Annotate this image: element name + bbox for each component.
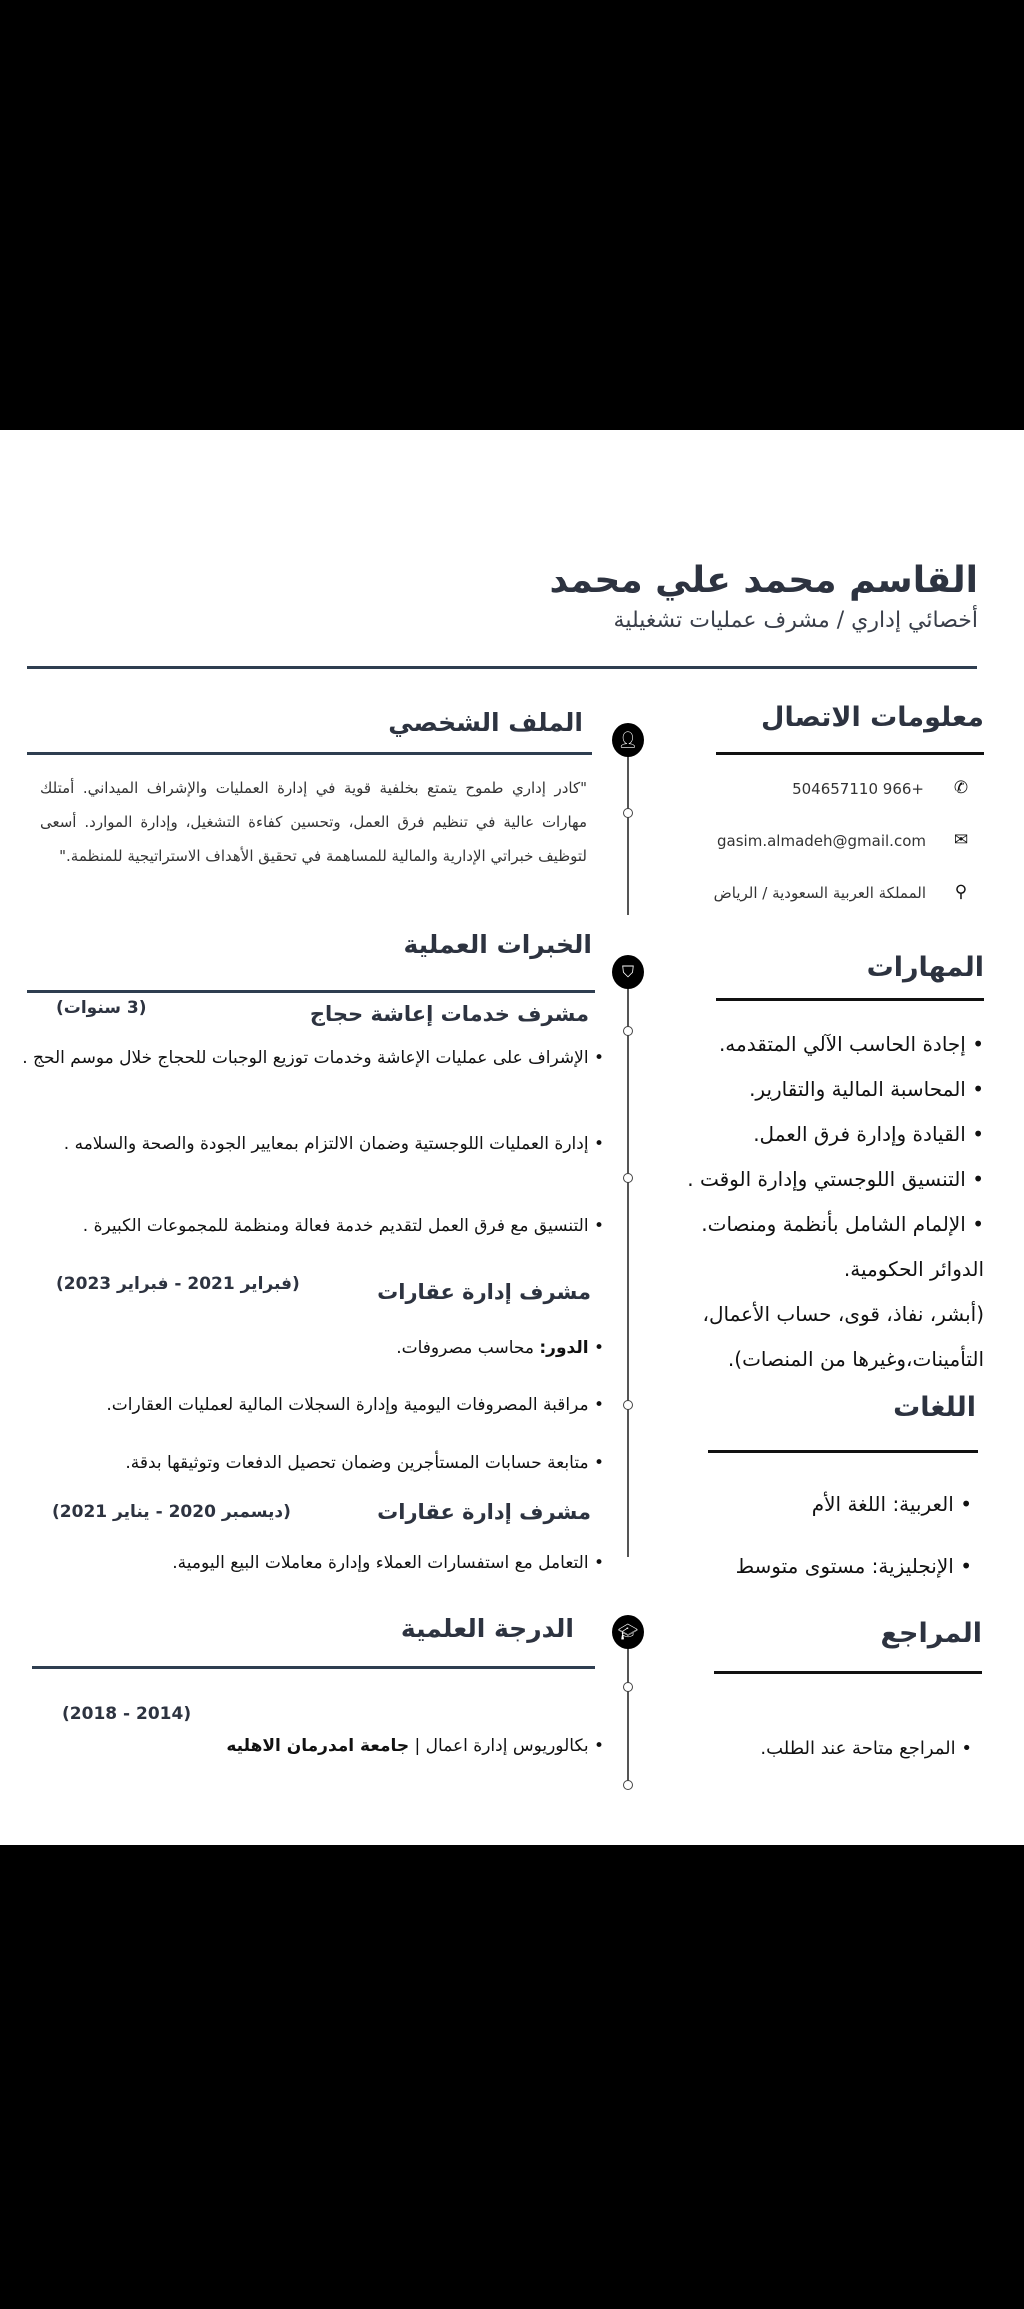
skills-heading: المهارات [866, 952, 984, 983]
phone-icon: ✆ [953, 778, 969, 798]
skill-item: • المحاسبة المالية والتقارير. [749, 1077, 984, 1101]
profile-underline [27, 752, 592, 755]
job-title: مشرف خدمات إعاشة حجاج [309, 1002, 589, 1026]
skill-item: الدوائر الحكومية. [843, 1257, 984, 1281]
job-bullet: • الإشراف على عمليات الإعاشة وخدمات توزيع الوجبات للحجاج خلال موسم الحج . [22, 1048, 604, 1068]
email-text: gasim.almadeh@gmail.com [717, 832, 926, 850]
experience-underline [27, 990, 595, 993]
skill-item: (أبشر، نفاذ، قوى، حساب الأعمال، [702, 1302, 984, 1326]
experience-heading: الخبرات العملية [403, 930, 592, 959]
timeline-line [627, 1632, 629, 1785]
timeline-line [627, 740, 629, 915]
graduation-cap-icon: 🎓︎ [612, 1615, 644, 1649]
skill-item: • التنسيق اللوجستي وإدارة الوقت . [687, 1167, 984, 1191]
contact-underline [716, 752, 984, 755]
job-date: (ديسمبر 2020 - يناير 2021) [52, 1502, 291, 1522]
reference-item: • المراجع متاحة عند الطلب. [760, 1738, 972, 1759]
skill-item: • القيادة وإدارة فرق العمل. [753, 1122, 984, 1146]
map-pin-icon: ⚲ [954, 882, 968, 902]
timeline-dot [623, 808, 633, 818]
candidate-title: أخصائي إداري / مشرف عمليات تشغيلية [613, 608, 978, 633]
skills-list [687, 1022, 984, 1382]
timeline-dot [623, 1780, 633, 1790]
mail-icon: ✉ [953, 830, 969, 850]
skill-item: • إجادة الحاسب الآلي المتقدمه. [718, 1032, 984, 1056]
job-bullet: • مراقبة المصروفات اليومية وإدارة السجلات المالية لعمليات العقارات. [106, 1395, 604, 1415]
job-bullet: • التعامل مع استفسارات العملاء وإدارة معاملات البيع اليومية. [172, 1553, 604, 1573]
user-icon: 👤︎ [612, 723, 644, 757]
job-title: مشرف إدارة عقارات [377, 1280, 591, 1304]
job-date: (فبراير 2021 - فبراير 2023) [56, 1274, 300, 1294]
location-text: المملكة العربية السعودية / الرياض [713, 884, 926, 902]
university: جامعة امدرمان الاهليه [226, 1736, 410, 1756]
job-role: • الدور: محاسب مصروفات. [396, 1338, 604, 1358]
skills-underline [716, 998, 984, 1001]
timeline-dot [623, 1400, 633, 1410]
profile-heading: الملف الشخصي [388, 708, 583, 737]
job-bullet: • متابعة حسابات المستأجرين وضمان تحصيل الدفعات وتوثيقها بدقة. [125, 1453, 604, 1473]
timeline-dot [623, 1173, 633, 1183]
contact-heading: معلومات الاتصال [761, 702, 984, 733]
job-date: (3 سنوات) [56, 998, 147, 1018]
education-date: (2014 - 2018) [62, 1704, 192, 1724]
timeline-dot [623, 1026, 633, 1036]
candidate-name: القاسم محمد علي محمد [549, 560, 978, 601]
briefcase-icon: ⛉ [612, 955, 644, 989]
timeline-dot [623, 1682, 633, 1692]
header-divider [27, 666, 977, 669]
skill-item: • الإلمام الشامل بأنظمة ومنصات. [701, 1212, 984, 1236]
role-value: محاسب مصروفات. [396, 1338, 540, 1358]
skill-item: التأمينات،وغيرها من المنصات). [727, 1347, 984, 1371]
references-heading: المراجع [880, 1618, 982, 1649]
language-item: • الإنجليزية: مستوى متوسط [735, 1554, 972, 1578]
education-underline [32, 1666, 595, 1669]
role-label: الدور: [539, 1338, 589, 1358]
references-underline [714, 1671, 982, 1674]
resume-page [0, 430, 1024, 1845]
profile-text: "كادر إداري طموح يتمتع بخلفية قوية في إدارة العمليات والإشراف الميداني. أمتلك مهارات عالية في تنظيم فرق العمل، وتحسين كفاءة التشغيل، وإدارة الموارد. أسعى لتوظيف خبراتي الإدارية والمالية للمساهمة في تحقيق الأهداف الاستراتيجية للمنظمة." [40, 779, 587, 865]
job-title: مشرف إدارة عقارات [377, 1500, 591, 1524]
job-bullet: • التنسيق مع فرق العمل لتقديم خدمة فعالة ومنظمة للمجموعات الكبيرة . [82, 1216, 604, 1236]
job-bullet: • إدارة العمليات اللوجستية وضمان الالتزام بمعايير الجودة والصحة والسلامه . [63, 1134, 604, 1154]
education-item [226, 1730, 604, 1762]
degree: • بكالوريوس إدارة اعمال | [409, 1736, 604, 1756]
education-heading: الدرجة العلمية [400, 1614, 574, 1643]
timeline-line [627, 972, 629, 1557]
phone-text: +966 504657110 [792, 780, 924, 798]
languages-heading: اللغات [893, 1392, 976, 1423]
language-item: • العربية: اللغة الأم [811, 1492, 972, 1516]
languages-underline [708, 1450, 978, 1453]
